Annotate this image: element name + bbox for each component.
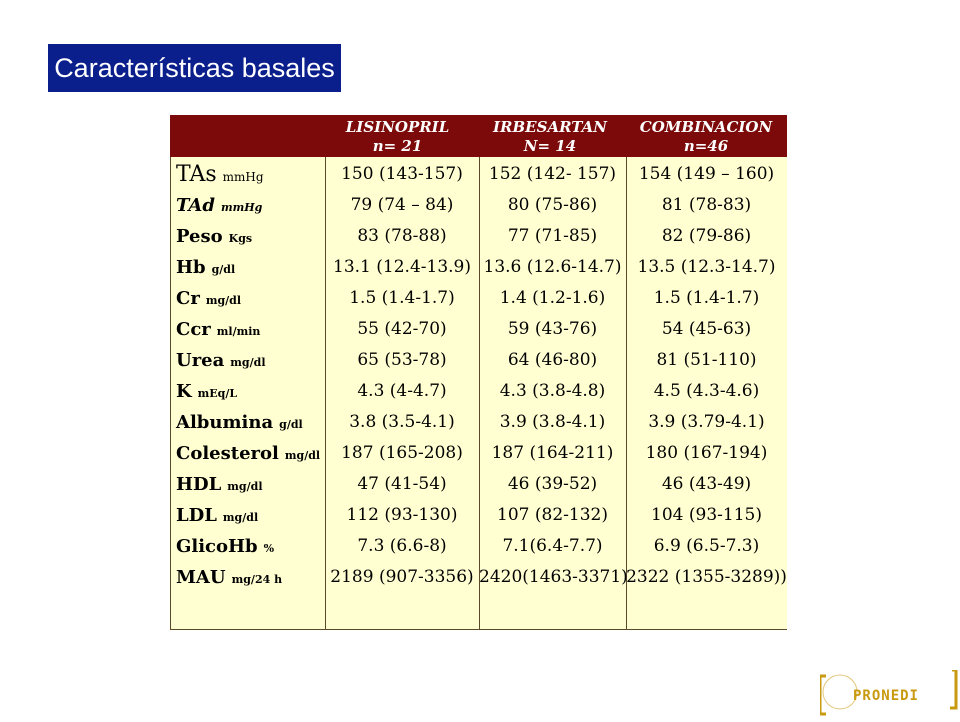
table-cell: 81 (51-110) <box>656 350 757 370</box>
table-cell: 4.3 (3.8-4.8) <box>499 381 606 401</box>
table-cell: 1.4 (1.2-1.6) <box>499 288 606 308</box>
row-label-unit: g/dl <box>279 418 303 431</box>
column-header-n: n=46 <box>683 137 729 155</box>
table-bottom-border <box>170 629 787 630</box>
table-cell: 187 (165-208) <box>341 443 463 463</box>
table-cell: 59 (43-76) <box>507 319 598 339</box>
row-label <box>176 376 346 407</box>
table-cell: 154 (149 – 160) <box>638 164 775 184</box>
row-label-unit: mg/dl <box>205 294 242 307</box>
column-header-n: N= 14 <box>523 137 577 155</box>
row-label-unit: g/dl <box>211 263 236 276</box>
table-row <box>170 159 787 190</box>
table-cell: 55 (42-70) <box>357 319 447 339</box>
table-cell: 6.9 (6.5-7.3) <box>653 536 760 556</box>
table-cell: 2189 (907-3356) <box>330 567 474 587</box>
table-cell: 13.5 (12.3-14.7) <box>637 257 776 277</box>
table-cell: 81 (78-83) <box>661 195 752 215</box>
table-cell: 47 (41-54) <box>357 474 447 494</box>
slide-title: Características basales <box>48 44 341 92</box>
table-row <box>170 283 787 314</box>
row-label-unit: mg/dl <box>230 356 266 369</box>
row-label <box>176 469 346 500</box>
table-row <box>170 345 787 376</box>
row-label <box>176 562 346 593</box>
column-header-combinacion <box>625 115 787 157</box>
table-cell: 180 (167-194) <box>645 443 768 463</box>
table-row <box>170 314 787 345</box>
row-label <box>176 159 346 190</box>
row-label <box>176 252 346 283</box>
table-cell: 13.1 (12.4-13.9) <box>333 257 471 277</box>
pronedi-logo-text: PRONEDI <box>852 688 919 704</box>
table-cell: 4.5 (4.3-4.6) <box>653 381 760 401</box>
table-cell: 7.1(6.4-7.7) <box>502 536 603 556</box>
row-label-name: HDL <box>176 474 222 495</box>
table-row <box>170 407 787 438</box>
table-row <box>170 500 787 531</box>
row-label-unit: Kgs <box>228 232 253 245</box>
table-cell: 104 (93-115) <box>651 505 762 525</box>
table-cell: 65 (53-78) <box>357 350 447 370</box>
table-cell: 152 (142- 157) <box>488 164 617 184</box>
table-cell: 83 (78-88) <box>357 226 447 246</box>
table-cell: 3.9 (3.8-4.1) <box>499 412 606 432</box>
row-label-name: Hb <box>176 257 206 278</box>
table-cell: 46 (39-52) <box>507 474 598 494</box>
table-cell: 3.8 (3.5-4.1) <box>349 412 455 432</box>
row-label-name: Peso <box>176 226 223 247</box>
table-row <box>170 531 787 562</box>
table-cell: 3.9 (3.79-4.1) <box>648 412 765 432</box>
column-header-lisinopril <box>320 115 475 157</box>
column-header-name: LISINOPRIL <box>345 118 450 136</box>
row-label-unit: mg/dl <box>284 449 321 462</box>
row-label-name: Ccr <box>176 319 211 340</box>
table-row <box>170 562 787 593</box>
row-label <box>176 500 346 531</box>
table-cell: 54 (45-63) <box>661 319 752 339</box>
table-cell: 2322 (1355-3289)) <box>626 567 787 587</box>
table-row <box>170 376 787 407</box>
row-label <box>176 531 346 562</box>
column-header-n: n= 21 <box>372 137 423 155</box>
row-label <box>176 345 346 376</box>
row-label-unit: % <box>263 542 275 555</box>
table-cell: 77 (71-85) <box>507 226 598 246</box>
row-label-unit: mmHg <box>222 170 264 184</box>
row-label-name: LDL <box>176 505 217 526</box>
row-label-unit: ml/min <box>216 325 261 338</box>
row-label-unit: mEq/L <box>197 387 238 400</box>
table-cell: 1.5 (1.4-1.7) <box>653 288 760 308</box>
table-cell: 107 (82-132) <box>497 505 608 525</box>
column-header-name: IRBESARTAN <box>493 118 607 136</box>
row-label-name: Cr <box>176 288 200 309</box>
row-label-unit: mg/dl <box>227 480 263 493</box>
row-label <box>176 221 346 252</box>
row-label-name: Albumina <box>176 412 274 433</box>
table-row <box>170 469 787 500</box>
row-label <box>176 407 346 438</box>
table-cell: 64 (46-80) <box>507 350 598 370</box>
row-label <box>176 283 346 314</box>
table-cell: 1.5 (1.4-1.7) <box>349 288 455 308</box>
row-label-name: K <box>176 381 192 402</box>
table-cell: 112 (93-130) <box>346 505 458 525</box>
row-label-unit: mg/dl <box>222 511 259 524</box>
table-cell: 4.3 (4-4.7) <box>357 381 447 401</box>
row-label <box>176 314 346 345</box>
table-cell: 150 (143-157) <box>341 164 463 184</box>
row-label-name: TAs <box>176 162 217 187</box>
row-label <box>176 438 346 469</box>
table-cell: 79 (74 – 84) <box>350 195 454 215</box>
column-header-irbesartan <box>475 115 625 157</box>
row-label-name: Urea <box>176 350 225 371</box>
table-row <box>170 221 787 252</box>
table-row <box>170 438 787 469</box>
table-row <box>170 252 787 283</box>
table-row <box>170 190 787 221</box>
table-cell: 13.6 (12.6-14.7) <box>483 257 622 277</box>
table-cell: 80 (75-86) <box>507 195 598 215</box>
table-cell: 7.3 (6.6-8) <box>357 536 447 556</box>
table-cell: 46 (43-49) <box>661 474 752 494</box>
table-header <box>170 115 787 157</box>
row-label-name: TAd <box>176 195 215 216</box>
row-label-name: MAU <box>176 567 226 588</box>
row-label-unit: mg/24 h <box>231 573 283 586</box>
row-label-name: GlicoHb <box>176 536 258 557</box>
table-cell: 2420(1463-3371) <box>479 567 628 587</box>
baseline-characteristics-table <box>170 115 787 630</box>
row-label-name: Colesterol <box>176 443 279 464</box>
table-cell: 187 (164-211) <box>491 443 614 463</box>
column-header-name: COMBINACION <box>639 118 773 136</box>
row-label <box>176 190 346 221</box>
row-label-unit: mmHg <box>220 201 263 214</box>
table-cell: 82 (79-86) <box>661 226 752 246</box>
